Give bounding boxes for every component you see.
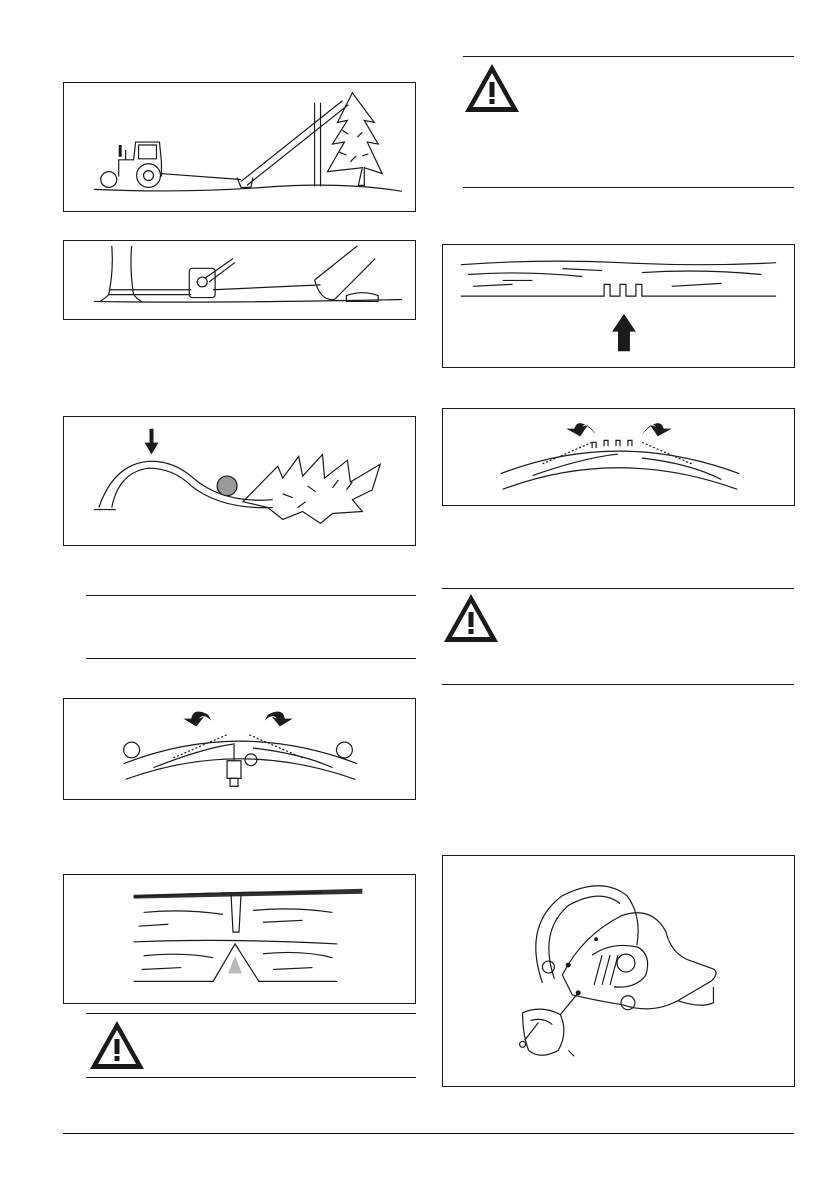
figure-chainsaw-cover	[442, 855, 795, 1087]
divider-right-warn1-top	[463, 56, 794, 57]
figure-hand-winch	[63, 240, 416, 320]
divider-left-lower	[86, 658, 416, 659]
warning-triangle-icon	[442, 592, 500, 644]
figure-log-wedge	[63, 874, 416, 1004]
divider-right-warn2-top	[442, 588, 794, 589]
trunk-tension-illustration	[64, 699, 415, 799]
figure-tractor-winch	[63, 82, 416, 212]
figure-curved-log-cuts	[442, 408, 795, 506]
divider-left-warn-top	[86, 1013, 416, 1014]
chainsaw-cover-illustration	[443, 856, 794, 1086]
log-three-cuts-illustration	[443, 245, 794, 367]
figure-trunk-tension	[63, 698, 416, 800]
curved-log-cuts-illustration	[443, 409, 794, 505]
hand-winch-illustration	[64, 241, 415, 319]
figure-log-three-cuts	[442, 244, 795, 368]
divider-right-warn1-bottom	[463, 187, 794, 188]
footer-rule	[63, 1133, 794, 1134]
divider-left-upper	[86, 595, 416, 596]
warning-triangle-icon	[463, 62, 521, 114]
bent-sapling-illustration	[64, 417, 415, 545]
divider-right-warn2-bottom	[442, 684, 794, 685]
tractor-winch-illustration	[64, 83, 415, 211]
figure-bent-sapling	[63, 416, 416, 546]
divider-left-warn-bottom	[86, 1077, 416, 1078]
log-wedge-illustration	[64, 875, 415, 1003]
warning-triangle-icon	[88, 1019, 146, 1071]
